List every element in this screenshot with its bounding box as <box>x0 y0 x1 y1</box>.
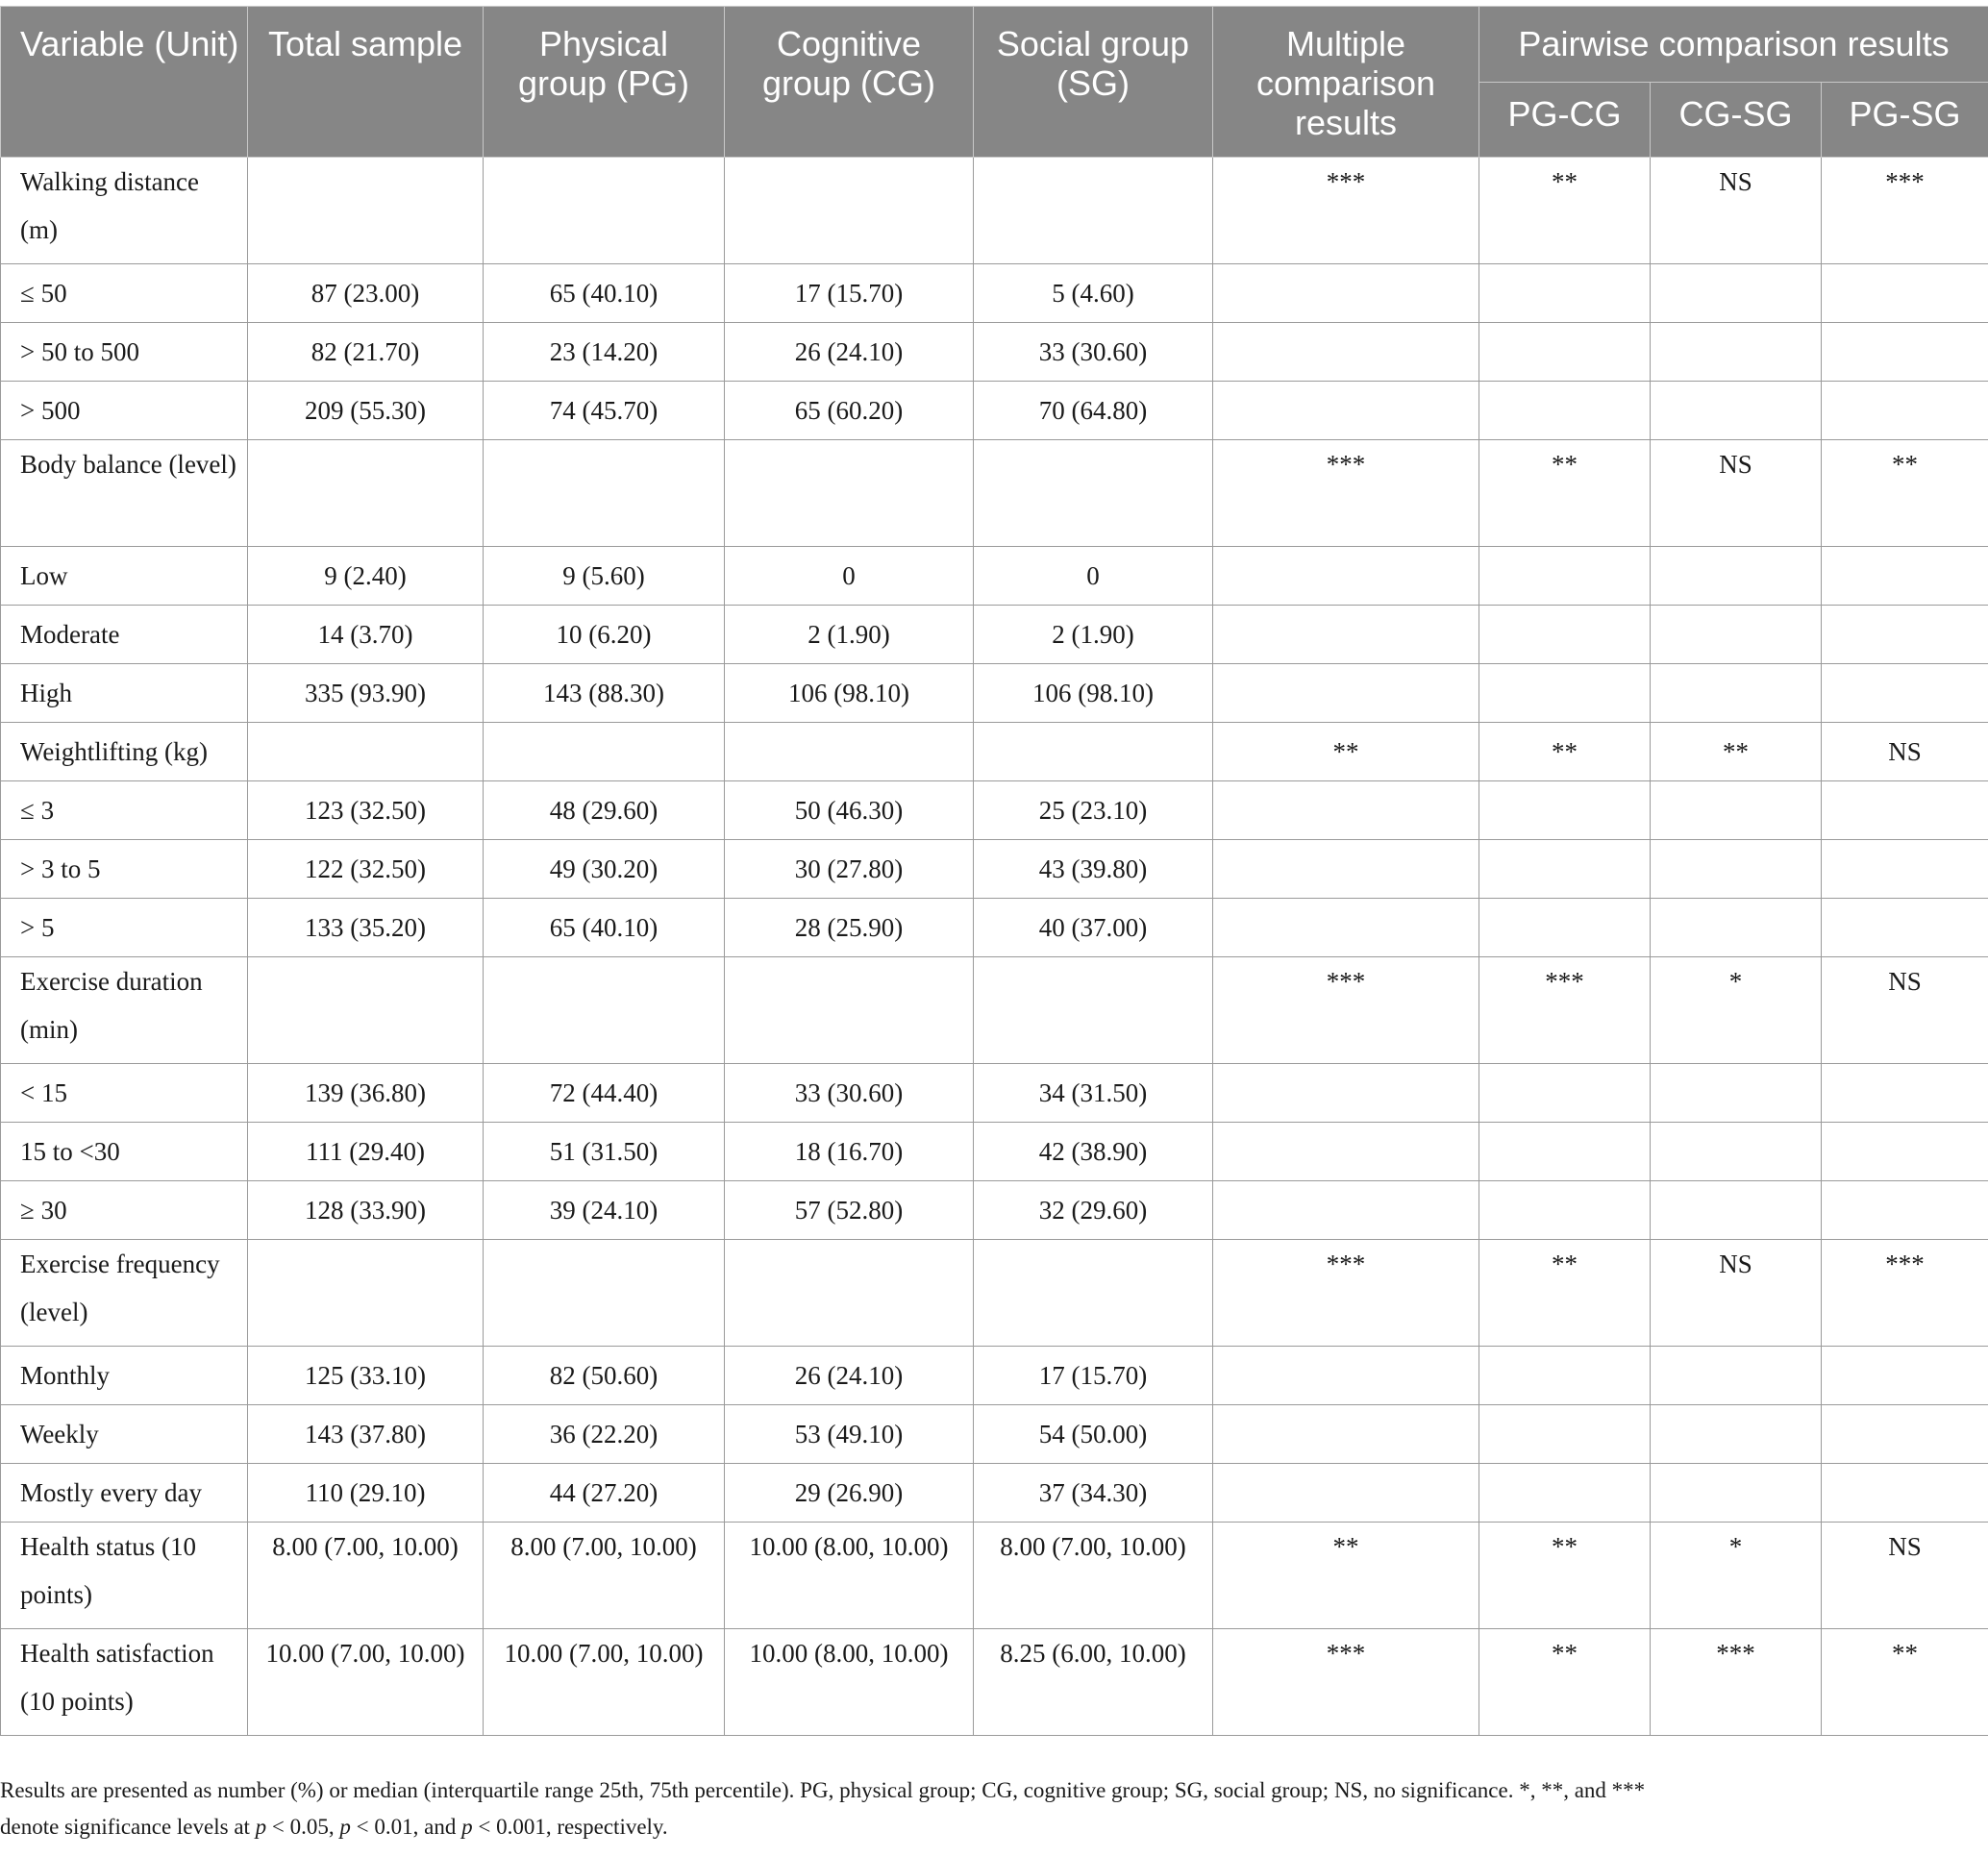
pg-cg-cell: ** <box>1479 158 1651 264</box>
cognitive-group-cell: 2 (1.90) <box>725 606 974 664</box>
table-row <box>1 1405 1988 1464</box>
multiple-comparison-cell <box>1213 1064 1479 1123</box>
header-social-group: Social group (SG) <box>974 7 1213 158</box>
social-group-cell <box>974 723 1213 781</box>
pg-cg-cell <box>1479 323 1651 382</box>
multiple-comparison-cell <box>1213 547 1479 606</box>
social-group-cell: 34 (31.50) <box>974 1064 1213 1123</box>
physical-group-cell <box>484 957 725 1064</box>
multiple-comparison-cell <box>1213 664 1479 723</box>
footnote-text-1: Results are presented as number (%) or median (interquartile range 25th, 75th percentile). PG, physical group; CG, cognitive group; SG, social group; NS, no significance. *, **, and *** <box>0 1778 1646 1802</box>
multiple-comparison-cell: *** <box>1213 1629 1479 1736</box>
pg-sg-cell <box>1822 781 1988 840</box>
variable-cell: Weightlifting (kg) <box>1 723 248 781</box>
multiple-comparison-cell <box>1213 264 1479 323</box>
cognitive-group-cell: 53 (49.10) <box>725 1405 974 1464</box>
multiple-comparison-cell: ** <box>1213 723 1479 781</box>
total-sample-cell: 139 (36.80) <box>248 1064 484 1123</box>
multiple-comparison-cell <box>1213 1123 1479 1181</box>
social-group-cell <box>974 158 1213 264</box>
physical-group-cell: 10 (6.20) <box>484 606 725 664</box>
social-group-cell: 43 (39.80) <box>974 840 1213 899</box>
physical-group-cell: 65 (40.10) <box>484 899 725 957</box>
table-row <box>1 664 1988 723</box>
multiple-comparison-cell <box>1213 1464 1479 1523</box>
pg-sg-cell <box>1822 606 1988 664</box>
cg-sg-cell <box>1651 264 1822 323</box>
multiple-comparison-cell <box>1213 1181 1479 1240</box>
cg-sg-cell: ** <box>1651 723 1822 781</box>
cg-sg-cell: * <box>1651 957 1822 1064</box>
table-header <box>1 7 1988 158</box>
cg-sg-cell <box>1651 382 1822 440</box>
total-sample-cell <box>248 723 484 781</box>
variable-cell: > 50 to 500 <box>1 323 248 382</box>
pg-cg-cell <box>1479 382 1651 440</box>
social-group-cell <box>974 1240 1213 1347</box>
cognitive-group-cell: 57 (52.80) <box>725 1181 974 1240</box>
cg-sg-cell <box>1651 1181 1822 1240</box>
pg-cg-cell <box>1479 1181 1651 1240</box>
footnote-text-2: denote significance levels at <box>0 1815 256 1839</box>
physical-group-cell <box>484 158 725 264</box>
total-sample-cell: 209 (55.30) <box>248 382 484 440</box>
variable-cell: Walking distance (m) <box>1 158 248 264</box>
multiple-comparison-cell <box>1213 1405 1479 1464</box>
social-group-cell <box>974 957 1213 1064</box>
cognitive-group-cell <box>725 158 974 264</box>
total-sample-cell: 87 (23.00) <box>248 264 484 323</box>
physical-group-cell: 39 (24.10) <box>484 1181 725 1240</box>
table-row <box>1 1347 1988 1405</box>
cognitive-group-cell: 0 <box>725 547 974 606</box>
total-sample-cell: 111 (29.40) <box>248 1123 484 1181</box>
physical-group-cell: 8.00 (7.00, 10.00) <box>484 1523 725 1629</box>
cg-sg-cell <box>1651 840 1822 899</box>
cg-sg-cell <box>1651 1347 1822 1405</box>
footnote-p-1: p <box>255 1815 267 1839</box>
header-pairwise-comparison: Pairwise comparison results <box>1479 7 1988 83</box>
cg-sg-cell <box>1651 547 1822 606</box>
table-row <box>1 382 1988 440</box>
table-row <box>1 1064 1988 1123</box>
cg-sg-cell <box>1651 323 1822 382</box>
pg-sg-cell <box>1822 1181 1988 1240</box>
social-group-cell: 5 (4.60) <box>974 264 1213 323</box>
pg-sg-cell <box>1822 840 1988 899</box>
table-row <box>1 264 1988 323</box>
variable-cell: > 500 <box>1 382 248 440</box>
physical-group-cell: 9 (5.60) <box>484 547 725 606</box>
multiple-comparison-cell <box>1213 1347 1479 1405</box>
total-sample-cell: 125 (33.10) <box>248 1347 484 1405</box>
table-row <box>1 840 1988 899</box>
multiple-comparison-cell <box>1213 781 1479 840</box>
pg-cg-cell <box>1479 781 1651 840</box>
pg-cg-cell <box>1479 840 1651 899</box>
table-row <box>1 1123 1988 1181</box>
cg-sg-cell <box>1651 606 1822 664</box>
total-sample-cell: 10.00 (7.00, 10.00) <box>248 1629 484 1736</box>
physical-group-cell: 51 (31.50) <box>484 1123 725 1181</box>
cognitive-group-cell: 106 (98.10) <box>725 664 974 723</box>
header-variable: Variable (Unit) <box>1 7 248 158</box>
physical-group-cell: 49 (30.20) <box>484 840 725 899</box>
pg-cg-cell <box>1479 606 1651 664</box>
physical-group-cell <box>484 1240 725 1347</box>
table-row <box>1 1629 1988 1736</box>
cg-sg-cell: *** <box>1651 1629 1822 1736</box>
total-sample-cell: 8.00 (7.00, 10.00) <box>248 1523 484 1629</box>
header-pg-sg: PG-SG <box>1822 83 1988 158</box>
social-group-cell: 37 (34.30) <box>974 1464 1213 1523</box>
pg-cg-cell <box>1479 1464 1651 1523</box>
total-sample-cell: 143 (37.80) <box>248 1405 484 1464</box>
pg-cg-cell: ** <box>1479 1523 1651 1629</box>
total-sample-cell: 123 (32.50) <box>248 781 484 840</box>
total-sample-cell: 133 (35.20) <box>248 899 484 957</box>
pg-cg-cell: ** <box>1479 723 1651 781</box>
pg-sg-cell <box>1822 1347 1988 1405</box>
table-row <box>1 606 1988 664</box>
multiple-comparison-cell <box>1213 840 1479 899</box>
pg-sg-cell <box>1822 264 1988 323</box>
header-cg-sg: CG-SG <box>1651 83 1822 158</box>
multiple-comparison-cell: *** <box>1213 1240 1479 1347</box>
variable-cell: Weekly <box>1 1405 248 1464</box>
cg-sg-cell <box>1651 781 1822 840</box>
multiple-comparison-cell <box>1213 323 1479 382</box>
variable-cell: Monthly <box>1 1347 248 1405</box>
pg-sg-cell <box>1822 664 1988 723</box>
cg-sg-cell <box>1651 1064 1822 1123</box>
variable-cell: ≥ 30 <box>1 1181 248 1240</box>
variable-cell: ≤ 50 <box>1 264 248 323</box>
cg-sg-cell <box>1651 1123 1822 1181</box>
pg-cg-cell <box>1479 664 1651 723</box>
pg-sg-cell <box>1822 382 1988 440</box>
table-row <box>1 1464 1988 1523</box>
social-group-cell: 32 (29.60) <box>974 1181 1213 1240</box>
cognitive-group-cell: 50 (46.30) <box>725 781 974 840</box>
multiple-comparison-cell: ** <box>1213 1523 1479 1629</box>
physical-group-cell: 23 (14.20) <box>484 323 725 382</box>
results-table <box>0 6 1988 1736</box>
cognitive-group-cell: 18 (16.70) <box>725 1123 974 1181</box>
cg-sg-cell: NS <box>1651 158 1822 264</box>
cognitive-group-cell: 10.00 (8.00, 10.00) <box>725 1523 974 1629</box>
social-group-cell <box>974 440 1213 547</box>
total-sample-cell <box>248 957 484 1064</box>
pg-cg-cell <box>1479 1405 1651 1464</box>
physical-group-cell <box>484 723 725 781</box>
pg-cg-cell <box>1479 264 1651 323</box>
physical-group-cell <box>484 440 725 547</box>
table-container <box>0 6 1988 1736</box>
pg-cg-cell <box>1479 1347 1651 1405</box>
pg-sg-cell <box>1822 1464 1988 1523</box>
cognitive-group-cell <box>725 723 974 781</box>
social-group-cell: 0 <box>974 547 1213 606</box>
total-sample-cell: 14 (3.70) <box>248 606 484 664</box>
table-row <box>1 723 1988 781</box>
variable-cell: Body balance (level) <box>1 440 248 547</box>
cg-sg-cell: NS <box>1651 1240 1822 1347</box>
table-row <box>1 547 1988 606</box>
variable-cell: Low <box>1 547 248 606</box>
table-row <box>1 781 1988 840</box>
header-cognitive-group: Cognitive group (CG) <box>725 7 974 158</box>
physical-group-cell: 74 (45.70) <box>484 382 725 440</box>
pg-cg-cell: ** <box>1479 1629 1651 1736</box>
total-sample-cell: 122 (32.50) <box>248 840 484 899</box>
pg-sg-cell: ** <box>1822 440 1988 547</box>
social-group-cell: 106 (98.10) <box>974 664 1213 723</box>
footnote-lt05: < 0.05, <box>266 1815 340 1839</box>
pg-sg-cell: NS <box>1822 957 1988 1064</box>
variable-cell: Health satisfaction (10 points) <box>1 1629 248 1736</box>
variable-cell: ≤ 3 <box>1 781 248 840</box>
pg-cg-cell: *** <box>1479 957 1651 1064</box>
cg-sg-cell <box>1651 1464 1822 1523</box>
social-group-cell: 42 (38.90) <box>974 1123 1213 1181</box>
header-multiple-comparison: Multiple comparison results <box>1213 7 1479 158</box>
physical-group-cell: 82 (50.60) <box>484 1347 725 1405</box>
table-row <box>1 440 1988 547</box>
physical-group-cell: 44 (27.20) <box>484 1464 725 1523</box>
social-group-cell: 8.00 (7.00, 10.00) <box>974 1523 1213 1629</box>
table-body <box>1 158 1988 1736</box>
pg-sg-cell <box>1822 547 1988 606</box>
cognitive-group-cell: 28 (25.90) <box>725 899 974 957</box>
cg-sg-cell <box>1651 899 1822 957</box>
pg-cg-cell <box>1479 547 1651 606</box>
physical-group-cell: 65 (40.10) <box>484 264 725 323</box>
physical-group-cell: 48 (29.60) <box>484 781 725 840</box>
variable-cell: Exercise frequency (level) <box>1 1240 248 1347</box>
header-total-sample: Total sample <box>248 7 484 158</box>
variable-cell: 15 to <30 <box>1 1123 248 1181</box>
cognitive-group-cell: 30 (27.80) <box>725 840 974 899</box>
social-group-cell: 8.25 (6.00, 10.00) <box>974 1629 1213 1736</box>
social-group-cell: 2 (1.90) <box>974 606 1213 664</box>
multiple-comparison-cell: *** <box>1213 440 1479 547</box>
variable-cell: > 3 to 5 <box>1 840 248 899</box>
table-footnote <box>0 1772 1923 1845</box>
cognitive-group-cell: 10.00 (8.00, 10.00) <box>725 1629 974 1736</box>
pg-cg-cell: ** <box>1479 440 1651 547</box>
cognitive-group-cell <box>725 1240 974 1347</box>
pg-sg-cell: *** <box>1822 1240 1988 1347</box>
social-group-cell: 54 (50.00) <box>974 1405 1213 1464</box>
multiple-comparison-cell <box>1213 382 1479 440</box>
footnote-lt01: < 0.01, and <box>350 1815 462 1839</box>
physical-group-cell: 143 (88.30) <box>484 664 725 723</box>
cognitive-group-cell <box>725 440 974 547</box>
physical-group-cell: 10.00 (7.00, 10.00) <box>484 1629 725 1736</box>
social-group-cell: 33 (30.60) <box>974 323 1213 382</box>
multiple-comparison-cell: *** <box>1213 957 1479 1064</box>
social-group-cell: 17 (15.70) <box>974 1347 1213 1405</box>
total-sample-cell: 110 (29.10) <box>248 1464 484 1523</box>
cg-sg-cell <box>1651 664 1822 723</box>
footnote-lt001: < 0.001, respectively. <box>472 1815 668 1839</box>
pg-cg-cell <box>1479 1123 1651 1181</box>
pg-cg-cell: ** <box>1479 1240 1651 1347</box>
total-sample-cell: 335 (93.90) <box>248 664 484 723</box>
table-row <box>1 1523 1988 1629</box>
total-sample-cell: 82 (21.70) <box>248 323 484 382</box>
total-sample-cell <box>248 158 484 264</box>
physical-group-cell: 36 (22.20) <box>484 1405 725 1464</box>
pg-sg-cell: *** <box>1822 158 1988 264</box>
cognitive-group-cell <box>725 957 974 1064</box>
variable-cell: Moderate <box>1 606 248 664</box>
variable-cell: High <box>1 664 248 723</box>
table-row <box>1 323 1988 382</box>
pg-cg-cell <box>1479 899 1651 957</box>
cognitive-group-cell: 29 (26.90) <box>725 1464 974 1523</box>
table-row <box>1 957 1988 1064</box>
table-row <box>1 899 1988 957</box>
pg-sg-cell <box>1822 323 1988 382</box>
variable-cell: Mostly every day <box>1 1464 248 1523</box>
multiple-comparison-cell <box>1213 899 1479 957</box>
table-row <box>1 1240 1988 1347</box>
multiple-comparison-cell <box>1213 606 1479 664</box>
multiple-comparison-cell: *** <box>1213 158 1479 264</box>
cg-sg-cell: NS <box>1651 440 1822 547</box>
pg-sg-cell <box>1822 1405 1988 1464</box>
table-row <box>1 158 1988 264</box>
pg-sg-cell: NS <box>1822 1523 1988 1629</box>
social-group-cell: 70 (64.80) <box>974 382 1213 440</box>
pg-sg-cell <box>1822 1123 1988 1181</box>
pg-sg-cell: ** <box>1822 1629 1988 1736</box>
pg-cg-cell <box>1479 1064 1651 1123</box>
total-sample-cell <box>248 440 484 547</box>
variable-cell: < 15 <box>1 1064 248 1123</box>
pg-sg-cell <box>1822 899 1988 957</box>
cognitive-group-cell: 33 (30.60) <box>725 1064 974 1123</box>
variable-cell: Health status (10 points) <box>1 1523 248 1629</box>
cognitive-group-cell: 26 (24.10) <box>725 1347 974 1405</box>
pg-sg-cell <box>1822 1064 1988 1123</box>
total-sample-cell: 128 (33.90) <box>248 1181 484 1240</box>
footnote-p-2: p <box>339 1815 351 1839</box>
cg-sg-cell: * <box>1651 1523 1822 1629</box>
cognitive-group-cell: 17 (15.70) <box>725 264 974 323</box>
cg-sg-cell <box>1651 1405 1822 1464</box>
social-group-cell: 40 (37.00) <box>974 899 1213 957</box>
header-pg-cg: PG-CG <box>1479 83 1651 158</box>
physical-group-cell: 72 (44.40) <box>484 1064 725 1123</box>
social-group-cell: 25 (23.10) <box>974 781 1213 840</box>
cognitive-group-cell: 26 (24.10) <box>725 323 974 382</box>
variable-cell: Exercise duration (min) <box>1 957 248 1064</box>
pg-sg-cell: NS <box>1822 723 1988 781</box>
table-row <box>1 1181 1988 1240</box>
total-sample-cell <box>248 1240 484 1347</box>
header-physical-group: Physical group (PG) <box>484 7 725 158</box>
footnote-p-3: p <box>461 1815 473 1839</box>
variable-cell: > 5 <box>1 899 248 957</box>
total-sample-cell: 9 (2.40) <box>248 547 484 606</box>
cognitive-group-cell: 65 (60.20) <box>725 382 974 440</box>
